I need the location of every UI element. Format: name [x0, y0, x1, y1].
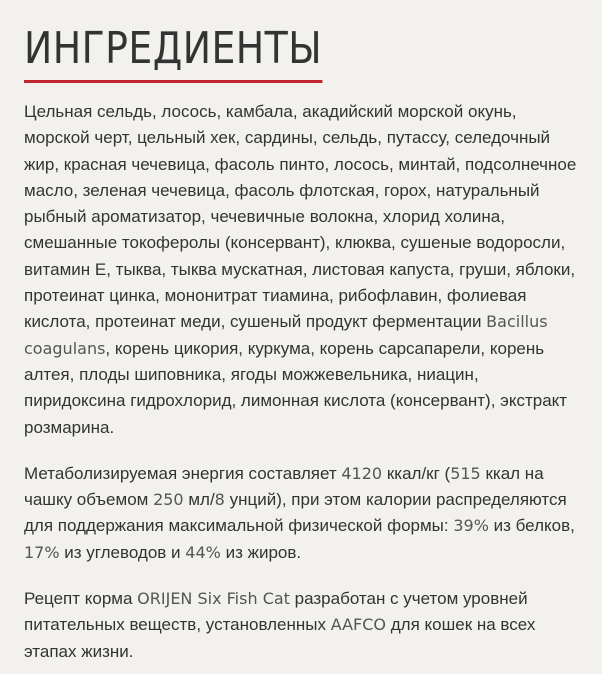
energy-text: Метаболизируемая энергия составляет — [24, 463, 342, 483]
energy-text: ккал/кг ( — [382, 463, 451, 483]
energy-text: из жиров. — [220, 542, 302, 562]
cup-ml: 250 — [153, 490, 184, 510]
ingredients-list — [24, 99, 584, 441]
energy-text: мл/ — [183, 490, 215, 510]
protein-percent: 39% — [453, 516, 489, 536]
energy-text: из углеводов и — [59, 542, 186, 562]
carbs-percent: 17% — [24, 542, 60, 562]
energy-text: из белков, — [488, 516, 575, 536]
energy-text: ккал на чашку объемом — [24, 463, 544, 510]
ingredients-text-2: , корень цикория, куркума, корень сарсапарели, корень алтея, плоды шиповника, ягоды можжевельника, ниацин, пиридоксина гидрохлорид, лимонная кислота (консервант), экстракт розмарина. — [24, 338, 568, 437]
recipe-text: Рецепт корма — [24, 589, 138, 609]
org-name: AAFCO — [330, 615, 387, 635]
energy-text: унций), при этом калории распределяются для поддержания максимальной физической формы: — [24, 490, 567, 536]
recipe-text: для кошек на всех этапах жизни. — [24, 615, 536, 661]
latin-name: Bacillus coagulans — [24, 312, 548, 358]
energy-kcal-kg: 4120 — [341, 463, 383, 483]
brand-name: ORIJEN Six Fish Cat — [137, 589, 290, 609]
recipe-paragraph — [24, 586, 584, 665]
section-title: ИНГРЕДИЕНТЫ — [24, 24, 322, 83]
energy-paragraph — [24, 461, 584, 566]
fat-percent: 44% — [185, 542, 221, 562]
energy-kcal-cup: 515 — [450, 463, 481, 483]
cup-oz: 8 — [214, 490, 225, 510]
ingredients-text-1: Цельная сельдь, лосось, камбала, акадийский морской окунь, морской черт, цельный хек, сардины, сельдь, путассу, селедочный жир, красная чечевица, фасоль пинто, лосось, минтай, подсолнечное масло, зеленая чечевица, фасоль флотская, горох, натуральный рыбный ароматизатор, чечевичные волокна, хлорид холина, смешанные токоферолы (консервант), клюква, сушеные водоросли, витамин Е, тыква, тыква мускатная, листовая капуста, груши, яблоки, протеинат цинка, мононитрат тиамина, рибофлавин, фолиевая кислота, протеинат меди, сушеный продукт ферментации — [24, 102, 577, 332]
recipe-text: разработан с учетом уровней питательных веществ, установленных — [24, 589, 528, 635]
